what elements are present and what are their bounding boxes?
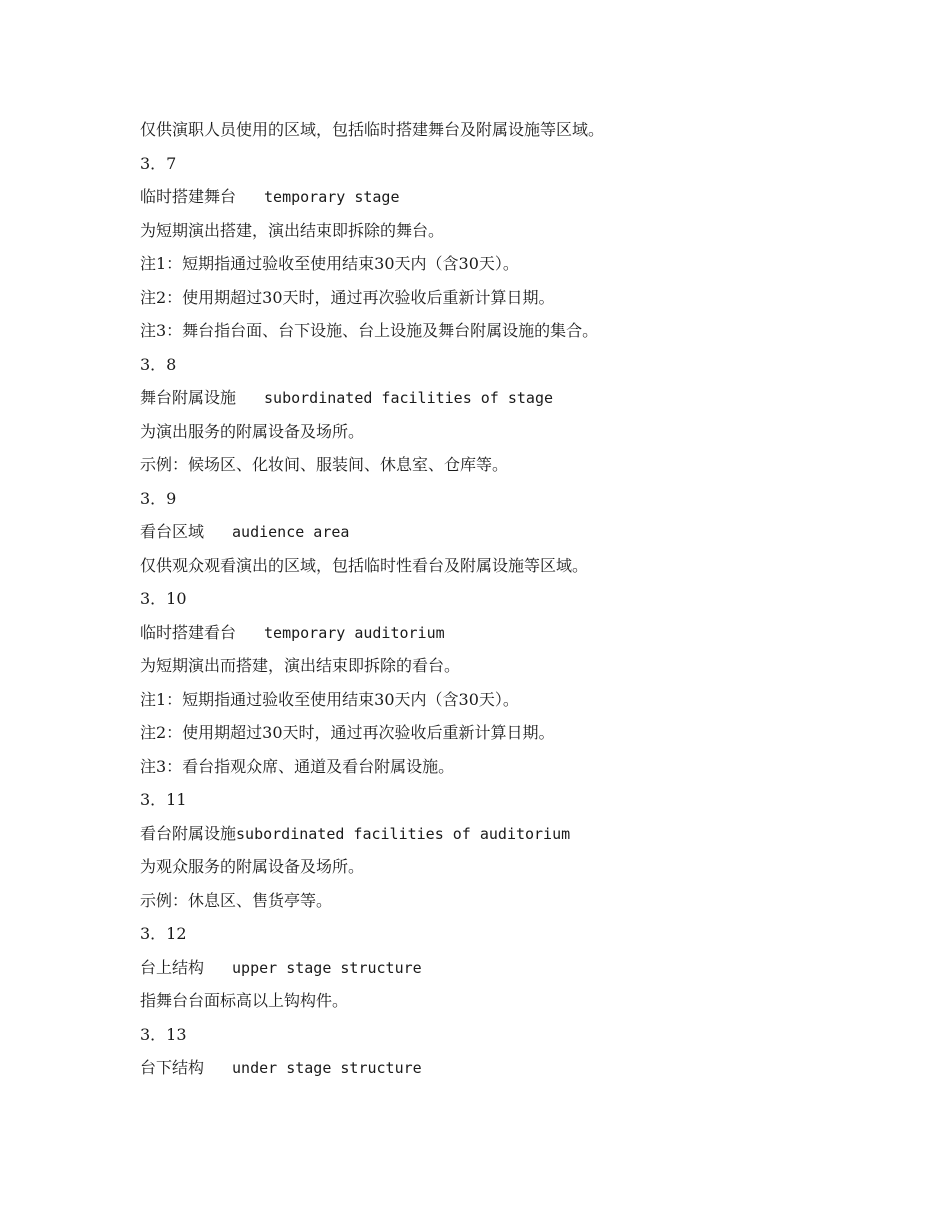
term-en: upper stage structure: [232, 958, 422, 977]
clause-number: 3．8: [140, 354, 177, 374]
term-line: [140, 817, 920, 851]
term-zh: 舞台附属设施: [140, 388, 237, 407]
term-line: [140, 1051, 920, 1085]
term-line: [140, 515, 920, 549]
term-line: [140, 616, 920, 650]
clause-number: 3．7: [140, 153, 177, 173]
note-line: 注1：短期指通过验收至使用结束30天内（含30天）。: [140, 689, 519, 709]
term-zh: 临时搭建舞台: [140, 187, 237, 206]
note-line: 注3：看台指观众席、通道及看台附属设施。: [140, 756, 455, 776]
term-en: subordinated facilities of auditorium: [236, 824, 571, 843]
paragraph-line: 仅供演职人员使用的区域，包括临时搭建舞台及附属设施等区域。: [140, 120, 605, 139]
document-page: [140, 113, 920, 1085]
example-line: 示例：休息区、售货亭等。: [140, 890, 333, 910]
term-zh: 看台区域: [140, 522, 205, 541]
note-line: 注2：使用期超过30天时，通过再次验收后重新计算日期。: [140, 287, 555, 307]
term-zh: 临时搭建看台: [140, 622, 237, 642]
example-line: 示例：候场区、化妆间、服装间、休息室、仓库等。: [140, 455, 509, 474]
term-en: under stage structure: [232, 1059, 422, 1077]
term-zh: 台上结构: [140, 957, 205, 977]
note-line: 注3：舞台指台面、台下设施、台上设施及舞台附属设施的集合。: [140, 321, 599, 340]
term-en: audience area: [232, 523, 350, 541]
term-en: temporary stage: [264, 188, 400, 206]
clause-number: 3．9: [140, 488, 177, 508]
term-zh: 看台附属设施: [140, 823, 237, 843]
note-line: 注2：使用期超过30天时，通过再次验收后重新计算日期。: [140, 723, 555, 742]
term-line: [140, 381, 920, 415]
clause-number: 3．10: [140, 589, 187, 608]
definition-line: 仅供观众观看演出的区域，包括临时性看台及附属设施等区域。: [140, 555, 589, 575]
term-en: subordinated facilities of stage: [264, 389, 553, 407]
definition-line: 为短期演出而搭建，演出结束即拆除的看台。: [140, 656, 461, 675]
clause-number: 3．12: [140, 924, 187, 943]
term-zh: 台下结构: [140, 1058, 205, 1077]
definition-line: 为演出服务的附属设备及场所。: [140, 421, 365, 441]
note-line: 注1：短期指通过验收至使用结束30天内（含30天）。: [140, 254, 519, 273]
definition-line: 为短期演出搭建，演出结束即拆除的舞台。: [140, 220, 445, 240]
term-line: [140, 951, 920, 985]
clause-number: 3．11: [140, 790, 187, 809]
term-line: [140, 180, 920, 214]
definition-line: 指舞台台面标高以上钩构件。: [140, 991, 349, 1010]
definition-line: 为观众服务的附属设备及场所。: [140, 857, 365, 876]
clause-number: 3．13: [140, 1024, 187, 1044]
term-en: temporary auditorium: [264, 623, 445, 642]
